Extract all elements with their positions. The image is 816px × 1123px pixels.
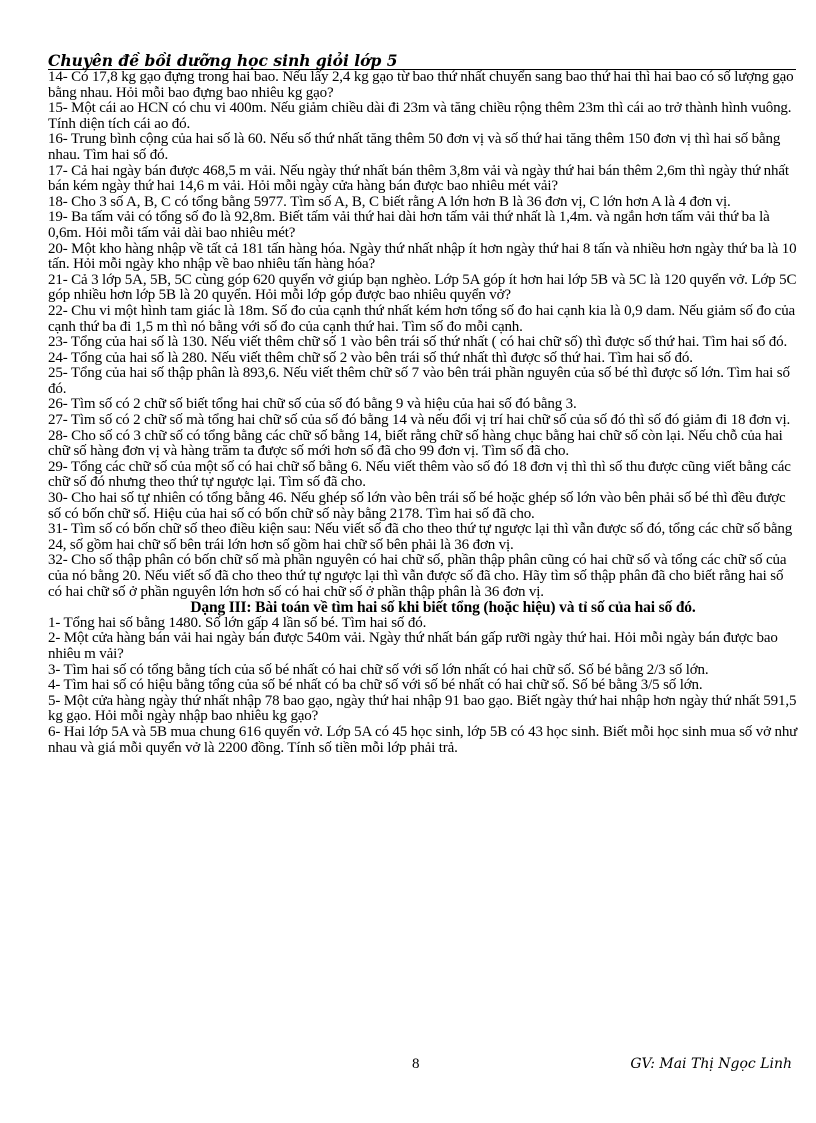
problem-item: 15- Một cái ao HCN có chu vi 400m. Nếu giảm chiều dài đi 23m và tăng chiều rộng thêm 23m thì cái ao trở thành hình vuông. Tính diện tích cái ao đó. <box>48 100 792 132</box>
page-number: 8 <box>412 1056 420 1072</box>
problem-item: 25- Tổng của hai số thập phân là 893,6. Nếu viết thêm chữ số 7 vào bên trái phần nguyên của số bé thì được số lớn. Tìm hai số đó. <box>48 365 790 397</box>
problem-item: 23- Tổng của hai số là 130. Nếu viết thêm chữ số 1 vào bên trái số thứ nhất ( có hai chữ số) thì được số thứ hai. Tìm hai số đó. <box>48 334 788 351</box>
problem-item: 17- Cả hai ngày bán được 468,5 m vải. Nếu ngày thứ nhất bán thêm 3,8m vải và ngày thứ hai bán thêm 2,6m thì ngày thứ nhất bán kém ngày thứ hai 14,6 m vải. Hỏi mỗi ngày cửa hàng bán được bao nhiêu mét vải? <box>48 162 789 195</box>
problem-item: 24- Tổng của hai số là 280. Nếu viết thêm chữ số 2 vào bên trái số thứ nhất thì được số thứ hai. Tìm hai số đó. <box>48 349 693 366</box>
problem-item: 3- Tìm hai số có tổng bằng tích của số bé nhất có hai chữ số với số lớn nhất có hai chữ số. Số bé bằng 2/3 số lớn. <box>48 661 709 678</box>
problem-item: 18- Cho 3 số A, B, C có tổng bằng 5977. Tìm số A, B, C biết rằng A lớn hơn B là 36 đơn vị, C lớn hơn A là 4 đơn vị. <box>48 193 731 210</box>
document-body <box>48 70 798 756</box>
page-header-title: Chuyên đề bồi dưỡng học sinh giỏi lớp 5 <box>48 51 398 70</box>
problem-item: 19- Ba tấm vải có tổng số đo là 92,8m. Biết tấm vải thứ hai dài hơn tấm vải thứ nhất là 1,4m. và ngắn hơn tấm vải thứ ba là 0,6m. Hỏi mỗi tấm vải dài bao nhiêu mét? <box>48 209 770 241</box>
problem-item: 28- Cho số có 3 chữ số có tổng bằng các chữ số bằng 14, biết rằng chữ số hàng chục bằng hai chữ số còn lại. Nếu chỗ của hai chữ số hàng đơn vị và hàng trăm ta được số mới hơn số đã cho 99 đơn vị. Tìm số đã cho. <box>48 427 783 460</box>
problem-item: 5- Một cửa hàng ngày thứ nhất nhập 78 bao gạo, ngày thứ hai nhập 91 bao gạo. Biết ngày thứ hai nhập hơn ngày thứ nhất 591,5 kg gạo. Hỏi mỗi ngày nhập bao nhiêu kg gạo? <box>48 692 797 725</box>
author-signature: GV: Mai Thị Ngọc Linh <box>630 1056 792 1072</box>
problem-item: 20- Một kho hàng nhập về tất cả 181 tấn hàng hóa. Ngày thứ nhất nhập ít hơn ngày thứ hai 8 tấn và nhiều hơn ngày thứ ba là 10 tấn. Hỏi mỗi ngày kho nhập về bao nhiêu tấn hàng hóa? <box>48 240 797 273</box>
problem-item: 6- Hai lớp 5A và 5B mua chung 616 quyển vở. Lớp 5A có 45 học sinh, lớp 5B có 43 học sinh. Biết mỗi học sinh mua số vở như nhau và giá mỗi quyển vở là 2200 đồng. Tính số tiền mỗi lớp phải trả. <box>48 723 798 756</box>
problem-item: 26- Tìm số có 2 chữ số biết tổng hai chữ số của số đó bằng 9 và hiệu của hai số đó bằng 3. <box>48 396 577 413</box>
section-heading: Dạng III: Bài toán về tìm hai số khi biết tổng (hoặc hiệu) và tỉ số của hai số đó. <box>190 599 696 617</box>
problem-item: 14- Có 17,8 kg gạo đựng trong hai bao. Nếu lấy 2,4 kg gạo từ bao thứ nhất chuyển sang bao thứ hai thì hai bao có số lượng gạo bằng nhau. Hỏi mỗi bao đựng bao nhiêu kg gạo? <box>48 69 794 101</box>
problem-item: 30- Cho hai số tự nhiên có tổng bằng 46. Nếu ghép số lớn vào bên trái số bé hoặc ghép số lớn vào bên phải số bé thì đều được số có bốn chữ số. Hiệu của hai số có bốn chữ số này bằng 2178. Tìm hai số đã cho. <box>48 490 786 522</box>
problem-item: 32- Cho số thập phân có bốn chữ số mà phần nguyên có hai chữ số, phần thập phân cũng có hai chữ số và tổng các chữ số của của nó bằng 20. Nếu viết số đã cho theo thứ tự ngược lại thì vẫn được số đã cho. Hãy tìm số thập phân đã cho biết rằng hai số có hai chữ số ở phần nguyên lớn hơn số có hai chữ số ở phần thập phân là 36 đơn vị. <box>48 552 787 600</box>
problem-item: 27- Tìm số có 2 chữ số mà tổng hai chữ số của số đó bằng 14 và nếu đổi vị trí hai chữ số của số đó thì số đó giảm đi 18 đơn vị. <box>48 412 791 429</box>
problem-item: 2- Một cửa hàng bán vải hai ngày bán được 540m vải. Ngày thứ nhất bán gấp rưỡi ngày thứ hai. Hỏi mỗi ngày bán được bao nhiêu m vải? <box>48 630 778 662</box>
problem-item: 1- Tổng hai số bằng 1480. Số lớn gấp 4 lần số bé. Tìm hai số đó. <box>48 614 427 631</box>
problem-item: 4- Tìm hai số có hiệu bằng tổng của số bé nhất có ba chữ số với số bé nhất có hai chữ số. Số bé bằng 3/5 số lớn. <box>48 677 703 694</box>
problem-item: 22- Chu vi một hình tam giác là 18m. Số đo của cạnh thứ nhất kém hơn tổng số đo hai cạnh kia là 0,9 dam. Nếu giảm số đo của cạnh thứ ba đi 1,5 m thì nó bằng với số đo của cạnh thứ hai. Tìm số đo mỗi cạnh. <box>48 302 796 335</box>
problem-item: 21- Cả 3 lớp 5A, 5B, 5C cùng góp 620 quyển vở giúp bạn nghèo. Lớp 5A góp ít hơn hai lớp 5B và 5C là 120 quyển vở. Lớp 5C góp nhiều hơn lớp 5B là 20 quyển. Hỏi mỗi lớp góp được bao nhiêu quyển vở? <box>48 271 797 304</box>
problem-item: 29- Tổng các chữ số của một số có hai chữ số bằng 6. Nếu viết thêm vào số đó 18 đơn vị thì thì số thu được cũng viết bằng các chữ số đó nhưng theo thứ tự ngược lại. Tìm số đã cho. <box>48 458 791 491</box>
problem-item: 16- Trung bình cộng của hai số là 60. Nếu số thứ nhất tăng thêm 50 đơn vị và số thứ hai tăng thêm 150 đơn vị thì hai số bằng nhau. Tìm hai số đó. <box>48 131 781 163</box>
problem-item: 31- Tìm số có bốn chữ số theo điều kiện sau: Nếu viết số đã cho theo thứ tự ngược lại thì vẫn được số đó, tổng các chữ số bằng 24, số gồm hai chữ số bên trái lớn hơn số gồm hai chữ số bên phải là 36 đơn vị. <box>48 521 793 553</box>
